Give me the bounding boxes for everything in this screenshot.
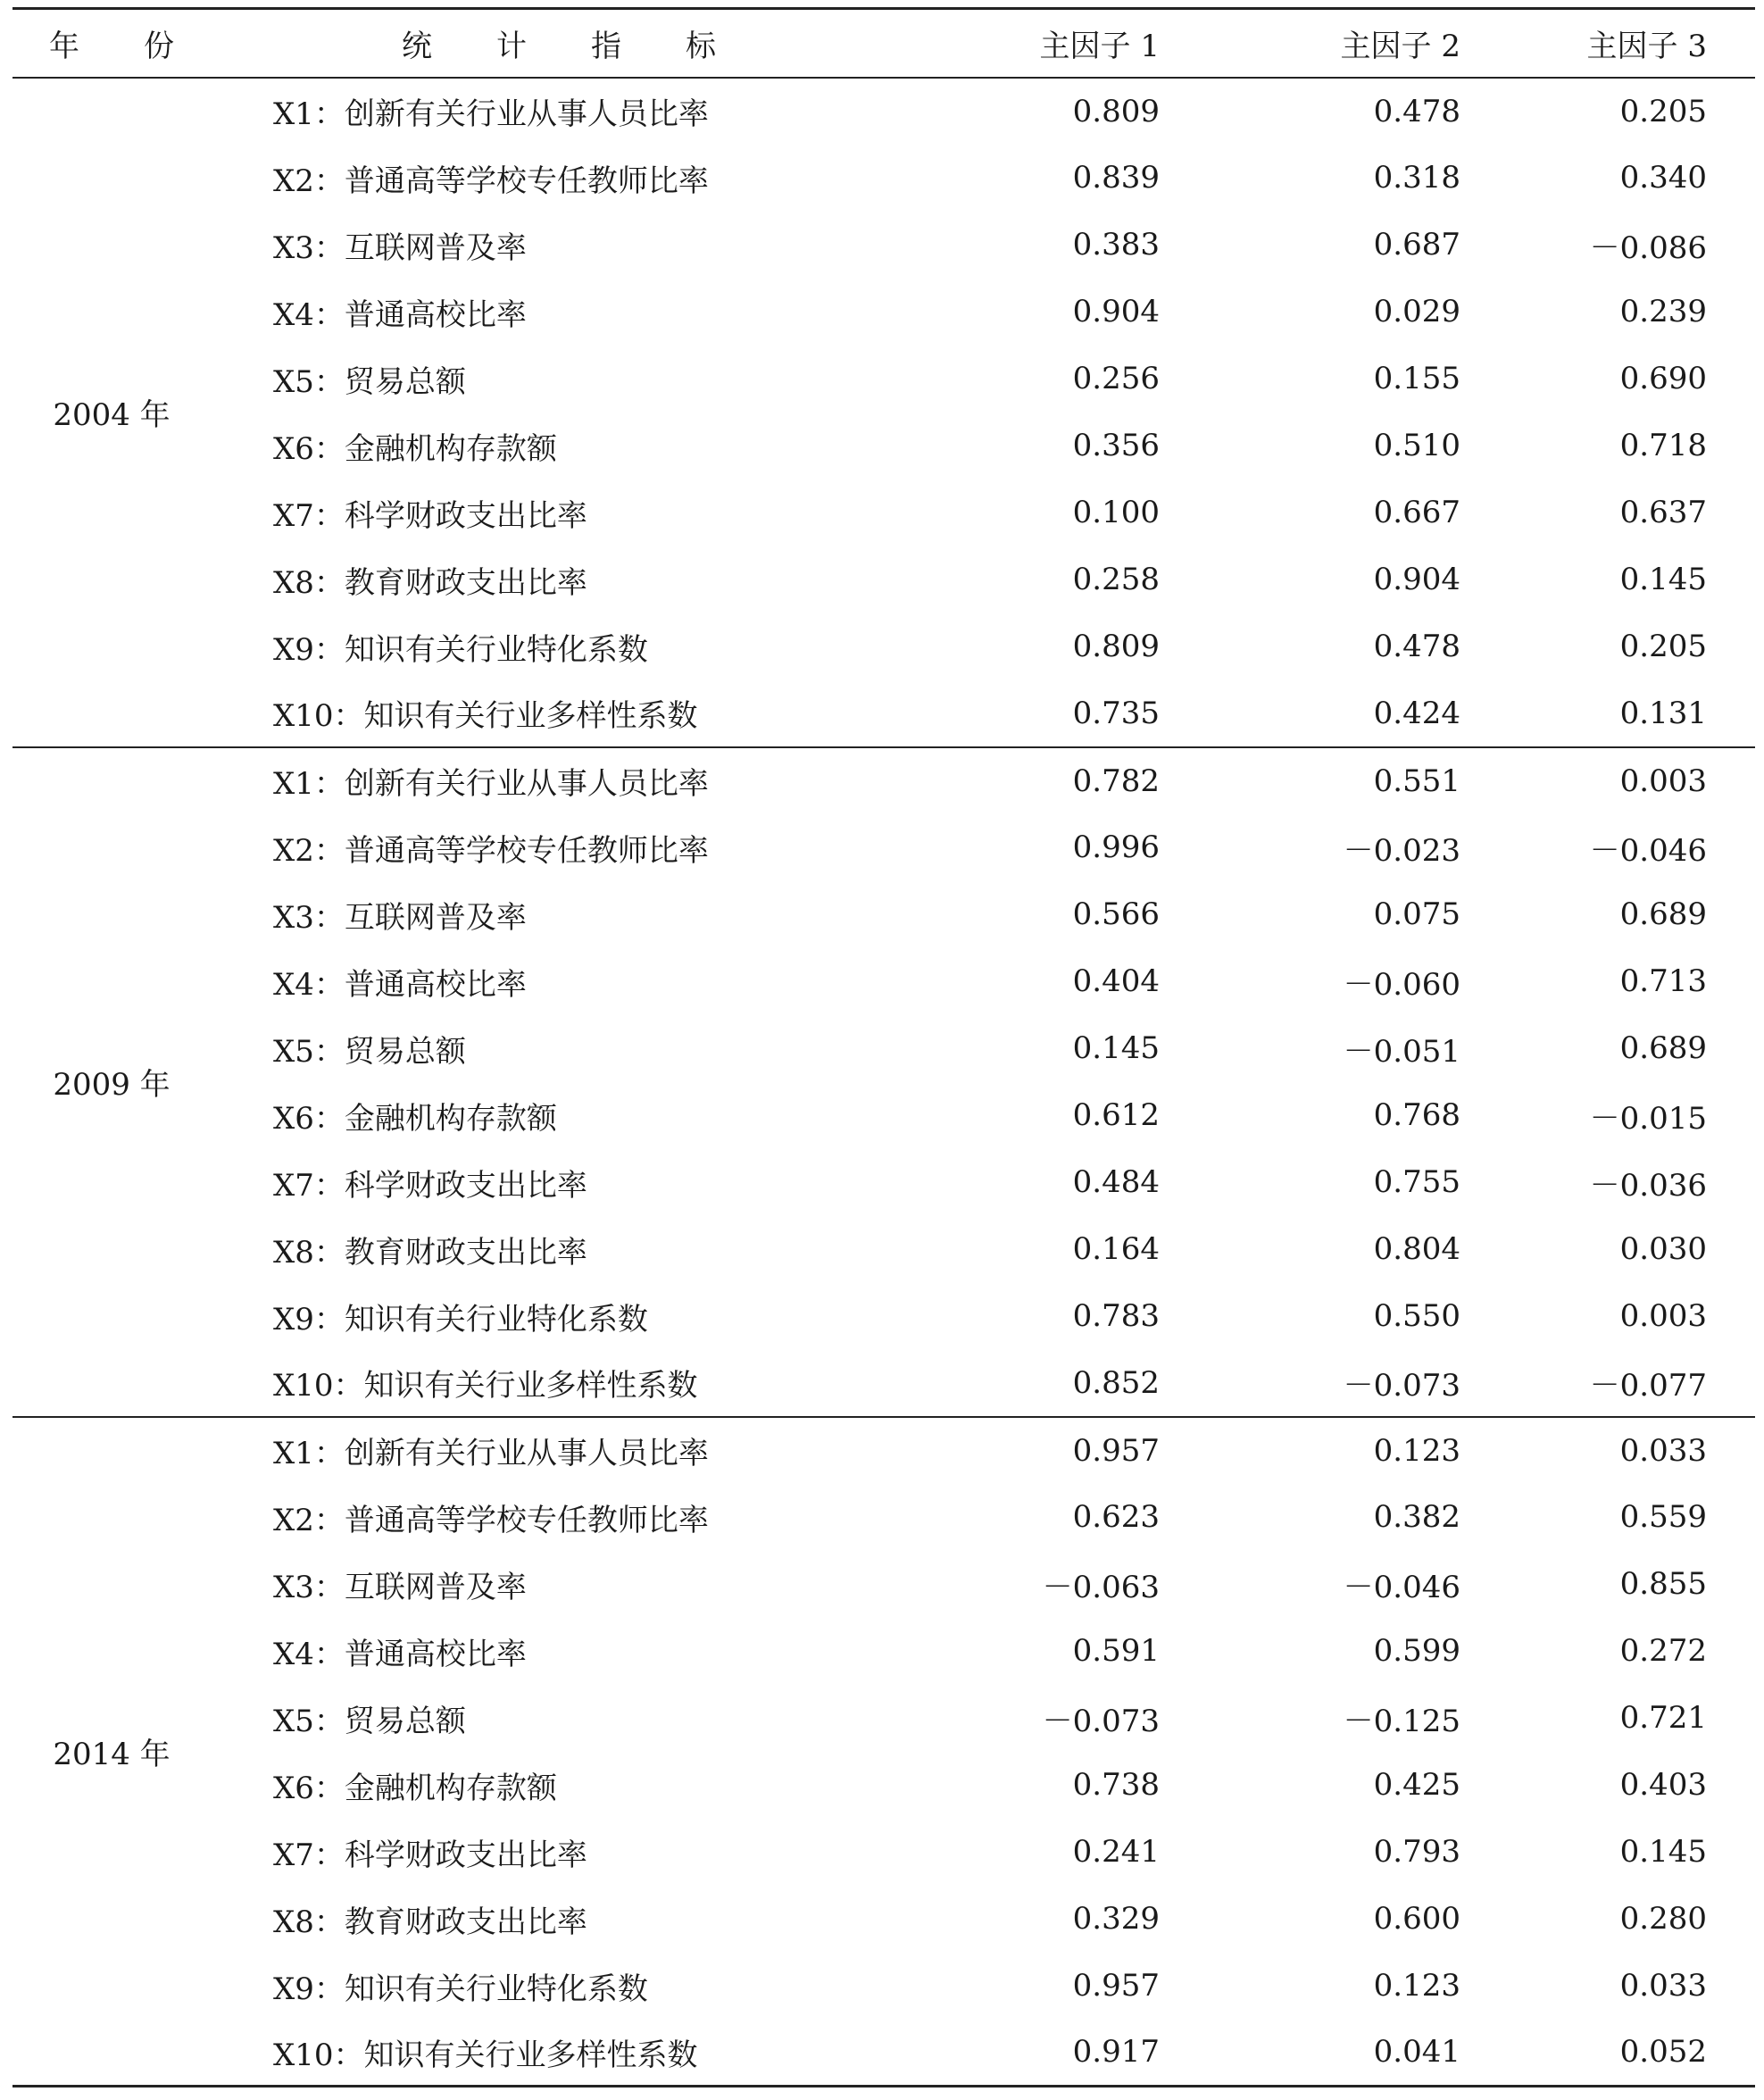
- factor-2-value: 0.804: [1373, 1231, 1460, 1267]
- factor-2-value: －0.125: [1343, 1703, 1460, 1739]
- factor-3-value: 0.559: [1619, 1499, 1707, 1535]
- factor-2-value: 0.425: [1373, 1767, 1460, 1803]
- factor-3-value: －0.077: [1509, 1350, 1755, 1417]
- factor-2-value: 0.041: [1208, 2020, 1509, 2087]
- indicator-cell: X8：教育财政支出比率: [273, 564, 587, 601]
- indicator-cell: X1：创新有关行业从事人员比率: [273, 1436, 709, 1471]
- table-row: [12, 1819, 1755, 1886]
- indicator-cell: X7：科学财政支出比率: [273, 1167, 587, 1204]
- factor-3-value: 0.637: [1619, 495, 1707, 530]
- factor-3-value: 0.033: [1619, 1432, 1707, 1469]
- factor-2-value: 0.755: [1373, 1164, 1460, 1200]
- table-row: [12, 1216, 1755, 1283]
- table-row: [12, 1551, 1755, 1618]
- indicator-cell: X7：科学财政支出比率: [273, 1837, 587, 1873]
- factor-3-value: 0.689: [1619, 1030, 1707, 1066]
- table-row: [12, 412, 1755, 479]
- table-row: [12, 1685, 1755, 1752]
- factor-2-value: －0.060: [1343, 966, 1460, 1003]
- header-year: 年 份: [12, 9, 211, 78]
- indicator-cell: X9：知识有关行业特化系数: [273, 1971, 648, 2007]
- table-row: [12, 1886, 1755, 1953]
- table-row: [12, 680, 1755, 747]
- factor-1-value: 0.852: [907, 1350, 1208, 1417]
- year-cell: 2004 年: [12, 78, 211, 747]
- indicator-cell: X10：知识有关行业多样性系数: [211, 680, 907, 747]
- factor-1-value: 0.329: [1072, 1901, 1160, 1937]
- factor-2-value: 0.599: [1373, 1633, 1460, 1669]
- factor-3-value: 0.689: [1619, 896, 1707, 932]
- factor-2-value: 0.029: [1373, 294, 1460, 329]
- header-indicator: 统 计 指 标: [211, 9, 907, 78]
- header-factor-3: 主因子 3: [1509, 9, 1755, 78]
- indicator-cell: X2：普通高等学校专任教师比率: [273, 832, 709, 869]
- factor-3-value: 0.280: [1619, 1901, 1707, 1937]
- factor-2-value: －0.023: [1343, 832, 1460, 869]
- factor-2-value: 0.600: [1373, 1901, 1460, 1937]
- factor-3-value: －0.046: [1589, 832, 1707, 869]
- factor-2-value: 0.424: [1208, 680, 1509, 747]
- factor-3-value: 0.145: [1619, 562, 1707, 597]
- indicator-cell: X8：教育财政支出比率: [273, 1904, 587, 1940]
- table-row: [12, 1417, 1755, 1484]
- factor-1-value: 0.383: [1072, 227, 1160, 262]
- factor-2-value: 0.904: [1373, 562, 1460, 597]
- table-row: [12, 2020, 1755, 2087]
- factor-loading-table-container: [12, 7, 1755, 2088]
- factor-1-value: 0.809: [1072, 93, 1160, 129]
- factor-1-value: 0.612: [1072, 1097, 1160, 1133]
- indicator-cell: X9：知识有关行业特化系数: [273, 1301, 648, 1338]
- factor-3-value: 0.052: [1509, 2020, 1755, 2087]
- factor-1-value: 0.957: [1072, 1432, 1160, 1469]
- factor-2-value: 0.551: [1373, 762, 1460, 799]
- indicator-cell: X6：金融机构存款额: [273, 1770, 557, 1806]
- table-row: [12, 479, 1755, 546]
- factor-1-value: 0.404: [1072, 963, 1160, 999]
- factor-1-value: 0.164: [1072, 1231, 1160, 1267]
- table-row: [12, 1015, 1755, 1082]
- factor-3-value: 0.205: [1619, 629, 1707, 664]
- factor-1-value: 0.809: [1072, 629, 1160, 664]
- factor-2-value: 0.687: [1373, 227, 1460, 262]
- factor-2-value: 0.667: [1373, 495, 1460, 530]
- factor-3-value: 0.145: [1619, 1834, 1707, 1870]
- factor-3-value: 0.003: [1619, 1298, 1707, 1334]
- indicator-cell: X7：科学财政支出比率: [273, 497, 587, 534]
- factor-1-value: 0.738: [1072, 1767, 1160, 1803]
- factor-1-value: 0.566: [1072, 896, 1160, 932]
- factor-2-value: －0.073: [1208, 1350, 1509, 1417]
- indicator-cell: X5：贸易总额: [273, 363, 466, 400]
- table-row: [12, 1484, 1755, 1551]
- table-row: [12, 1149, 1755, 1216]
- indicator-cell: X3：互联网普及率: [273, 1569, 527, 1605]
- table-row: [12, 948, 1755, 1015]
- factor-2-value: －0.051: [1343, 1033, 1460, 1070]
- factor-3-value: 0.033: [1619, 1968, 1707, 2004]
- indicator-cell: X3：互联网普及率: [273, 899, 527, 936]
- table-header: [12, 9, 1755, 78]
- factor-2-value: 0.155: [1373, 361, 1460, 396]
- indicator-cell: X5：贸易总额: [273, 1033, 466, 1070]
- table-row: [12, 881, 1755, 948]
- factor-2-value: 0.478: [1373, 93, 1460, 129]
- factor-3-value: 0.239: [1619, 294, 1707, 329]
- factor-3-value: －0.036: [1589, 1167, 1707, 1204]
- factor-1-value: 0.100: [1072, 495, 1160, 530]
- factor-3-value: 0.718: [1619, 428, 1707, 463]
- table-row: [12, 145, 1755, 212]
- factor-2-value: 0.382: [1373, 1499, 1460, 1535]
- factor-1-value: 0.356: [1072, 428, 1160, 463]
- factor-1-value: 0.145: [1072, 1030, 1160, 1066]
- table-row: [12, 1350, 1755, 1417]
- indicator-cell: X10：知识有关行业多样性系数: [211, 1350, 907, 1417]
- header-row: [12, 9, 1755, 78]
- factor-1-value: 0.256: [1072, 361, 1160, 396]
- indicator-cell: X4：普通高校比率: [273, 1636, 527, 1672]
- indicator-cell: X6：金融机构存款额: [273, 1100, 557, 1137]
- factor-3-value: 0.003: [1619, 762, 1707, 799]
- table-row: [12, 613, 1755, 680]
- factor-3-value: 0.403: [1619, 1767, 1707, 1803]
- factor-2-value: 0.318: [1373, 160, 1460, 196]
- factor-3-value: 0.340: [1619, 160, 1707, 196]
- factor-1-value: 0.957: [1072, 1968, 1160, 2004]
- factor-2-value: 0.550: [1373, 1298, 1460, 1334]
- indicator-cell: X1：创新有关行业从事人员比率: [273, 96, 709, 132]
- factor-3-value: 0.131: [1509, 680, 1755, 747]
- factor-1-value: 0.623: [1072, 1499, 1160, 1535]
- table-row: [12, 546, 1755, 613]
- factor-1-value: 0.996: [1072, 829, 1160, 865]
- table-row: [12, 346, 1755, 412]
- indicator-cell: X4：普通高校比率: [273, 296, 527, 333]
- indicator-cell: X3：互联网普及率: [273, 229, 527, 266]
- factor-1-value: 0.917: [907, 2020, 1208, 2087]
- table-row: [12, 814, 1755, 881]
- factor-1-value: －0.073: [1042, 1703, 1160, 1739]
- factor-loading-table: [12, 7, 1755, 2088]
- factor-2-value: 0.123: [1373, 1968, 1460, 2004]
- factor-3-value: －0.015: [1589, 1100, 1707, 1137]
- year-group: [12, 1417, 1755, 2087]
- header-factor-1: 主因子 1: [907, 9, 1208, 78]
- indicator-cell: X8：教育财政支出比率: [273, 1234, 587, 1271]
- factor-2-value: 0.478: [1373, 629, 1460, 664]
- table-row: [12, 1082, 1755, 1149]
- indicator-cell: X2：普通高等学校专任教师比率: [273, 162, 709, 199]
- factor-1-value: 0.839: [1072, 160, 1160, 196]
- year-group: [12, 78, 1755, 747]
- factor-2-value: －0.046: [1343, 1569, 1460, 1605]
- year-group: [12, 747, 1755, 1417]
- factor-2-value: 0.075: [1373, 896, 1460, 932]
- table-row: [12, 279, 1755, 346]
- indicator-cell: X6：金融机构存款额: [273, 430, 557, 467]
- table-row: [12, 1953, 1755, 2020]
- factor-1-value: 0.782: [1072, 762, 1160, 799]
- table-row: [12, 1283, 1755, 1350]
- year-cell: 2014 年: [12, 1417, 211, 2087]
- factor-2-value: 0.123: [1373, 1432, 1460, 1469]
- factor-3-value: 0.721: [1619, 1700, 1707, 1736]
- factor-3-value: 0.272: [1619, 1633, 1707, 1669]
- indicator-cell: X4：普通高校比率: [273, 966, 527, 1003]
- factor-2-value: 0.768: [1373, 1097, 1460, 1133]
- factor-3-value: 0.205: [1619, 93, 1707, 129]
- factor-1-value: 0.735: [907, 680, 1208, 747]
- table-row: [12, 1618, 1755, 1685]
- year-cell: 2009 年: [12, 747, 211, 1417]
- factor-1-value: 0.783: [1072, 1298, 1160, 1334]
- factor-1-value: 0.484: [1072, 1164, 1160, 1200]
- header-factor-2: 主因子 2: [1208, 9, 1509, 78]
- factor-3-value: 0.030: [1619, 1231, 1707, 1267]
- factor-3-value: 0.855: [1619, 1566, 1707, 1602]
- factor-1-value: 0.241: [1072, 1834, 1160, 1870]
- factor-1-value: －0.063: [1042, 1569, 1160, 1605]
- indicator-cell: X9：知识有关行业特化系数: [273, 631, 648, 668]
- indicator-cell: X2：普通高等学校专任教师比率: [273, 1502, 709, 1538]
- indicator-cell: X1：创新有关行业从事人员比率: [273, 766, 709, 802]
- factor-1-value: 0.258: [1072, 562, 1160, 597]
- indicator-cell: X5：贸易总额: [273, 1703, 466, 1739]
- factor-3-value: －0.086: [1589, 229, 1707, 266]
- factor-1-value: 0.904: [1072, 294, 1160, 329]
- factor-1-value: 0.591: [1072, 1633, 1160, 1669]
- table-row: [12, 1752, 1755, 1819]
- factor-2-value: 0.510: [1373, 428, 1460, 463]
- indicator-cell: X10：知识有关行业多样性系数: [211, 2020, 907, 2087]
- factor-2-value: 0.793: [1373, 1834, 1460, 1870]
- table-row: [12, 78, 1755, 145]
- table-row: [12, 747, 1755, 814]
- factor-3-value: 0.713: [1619, 963, 1707, 999]
- table-row: [12, 212, 1755, 279]
- factor-3-value: 0.690: [1619, 361, 1707, 396]
